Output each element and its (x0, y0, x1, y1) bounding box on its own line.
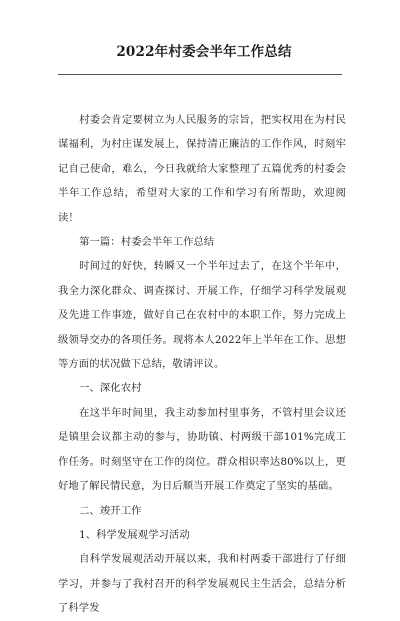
document-title: 2022年村委会半年工作总结 (116, 44, 292, 60)
title-divider (58, 74, 342, 75)
body-paragraph: 在这半年时间里，我主动参加村里事务，不管村里会议还是镇里会议都主动的参与，协助镇、村两级干部101%完成工作任务。时刻坚守在工作的岗位。群众相识率达80%以上，更好地了解民情民意，为日后顺当开展工作奠定了坚实的基础。 (58, 406, 346, 493)
intro-paragraph: 村委会肯定要树立为人民服务的宗旨，把实权用在为村民谋福利，为村庄谋发展上，保持清正廉洁的工作作风，时刻牢记自己使命，难么，今日我就给大家整理了五篇优秀的村委会半年工作总结，希望对大家的工作和学习有所帮助，欢迎阅读！ (58, 114, 346, 224)
body-paragraph: 自科学发展观活动开展以来，我和村两委干部进行了仔细学习，并参与了我村召开的科学发展观民主生活会，总结分析了科学发 (58, 553, 346, 615)
body-paragraph: 时间过的好快，转瞬又一个半年过去了，在这个半年中，我全力深化群众、调查探讨、开展工作，仔细学习科学发展观及先进工作事迹，做好自己在农村中的本职工作，努力完成上级领导交办的各项任务。现将本人2022年上半年在工作、思想等方面的状况做下总结，敬请评议。 (58, 260, 346, 371)
document-body (58, 108, 346, 621)
section-heading-first-article: 第一篇：村委会半年工作总结 (79, 236, 215, 249)
subsection-heading-1: 1、科学发展观学习活动 (79, 528, 190, 541)
section-heading-1: 一、深化农村 (79, 382, 142, 395)
section-heading-2: 二、竣开工作 (79, 504, 142, 517)
